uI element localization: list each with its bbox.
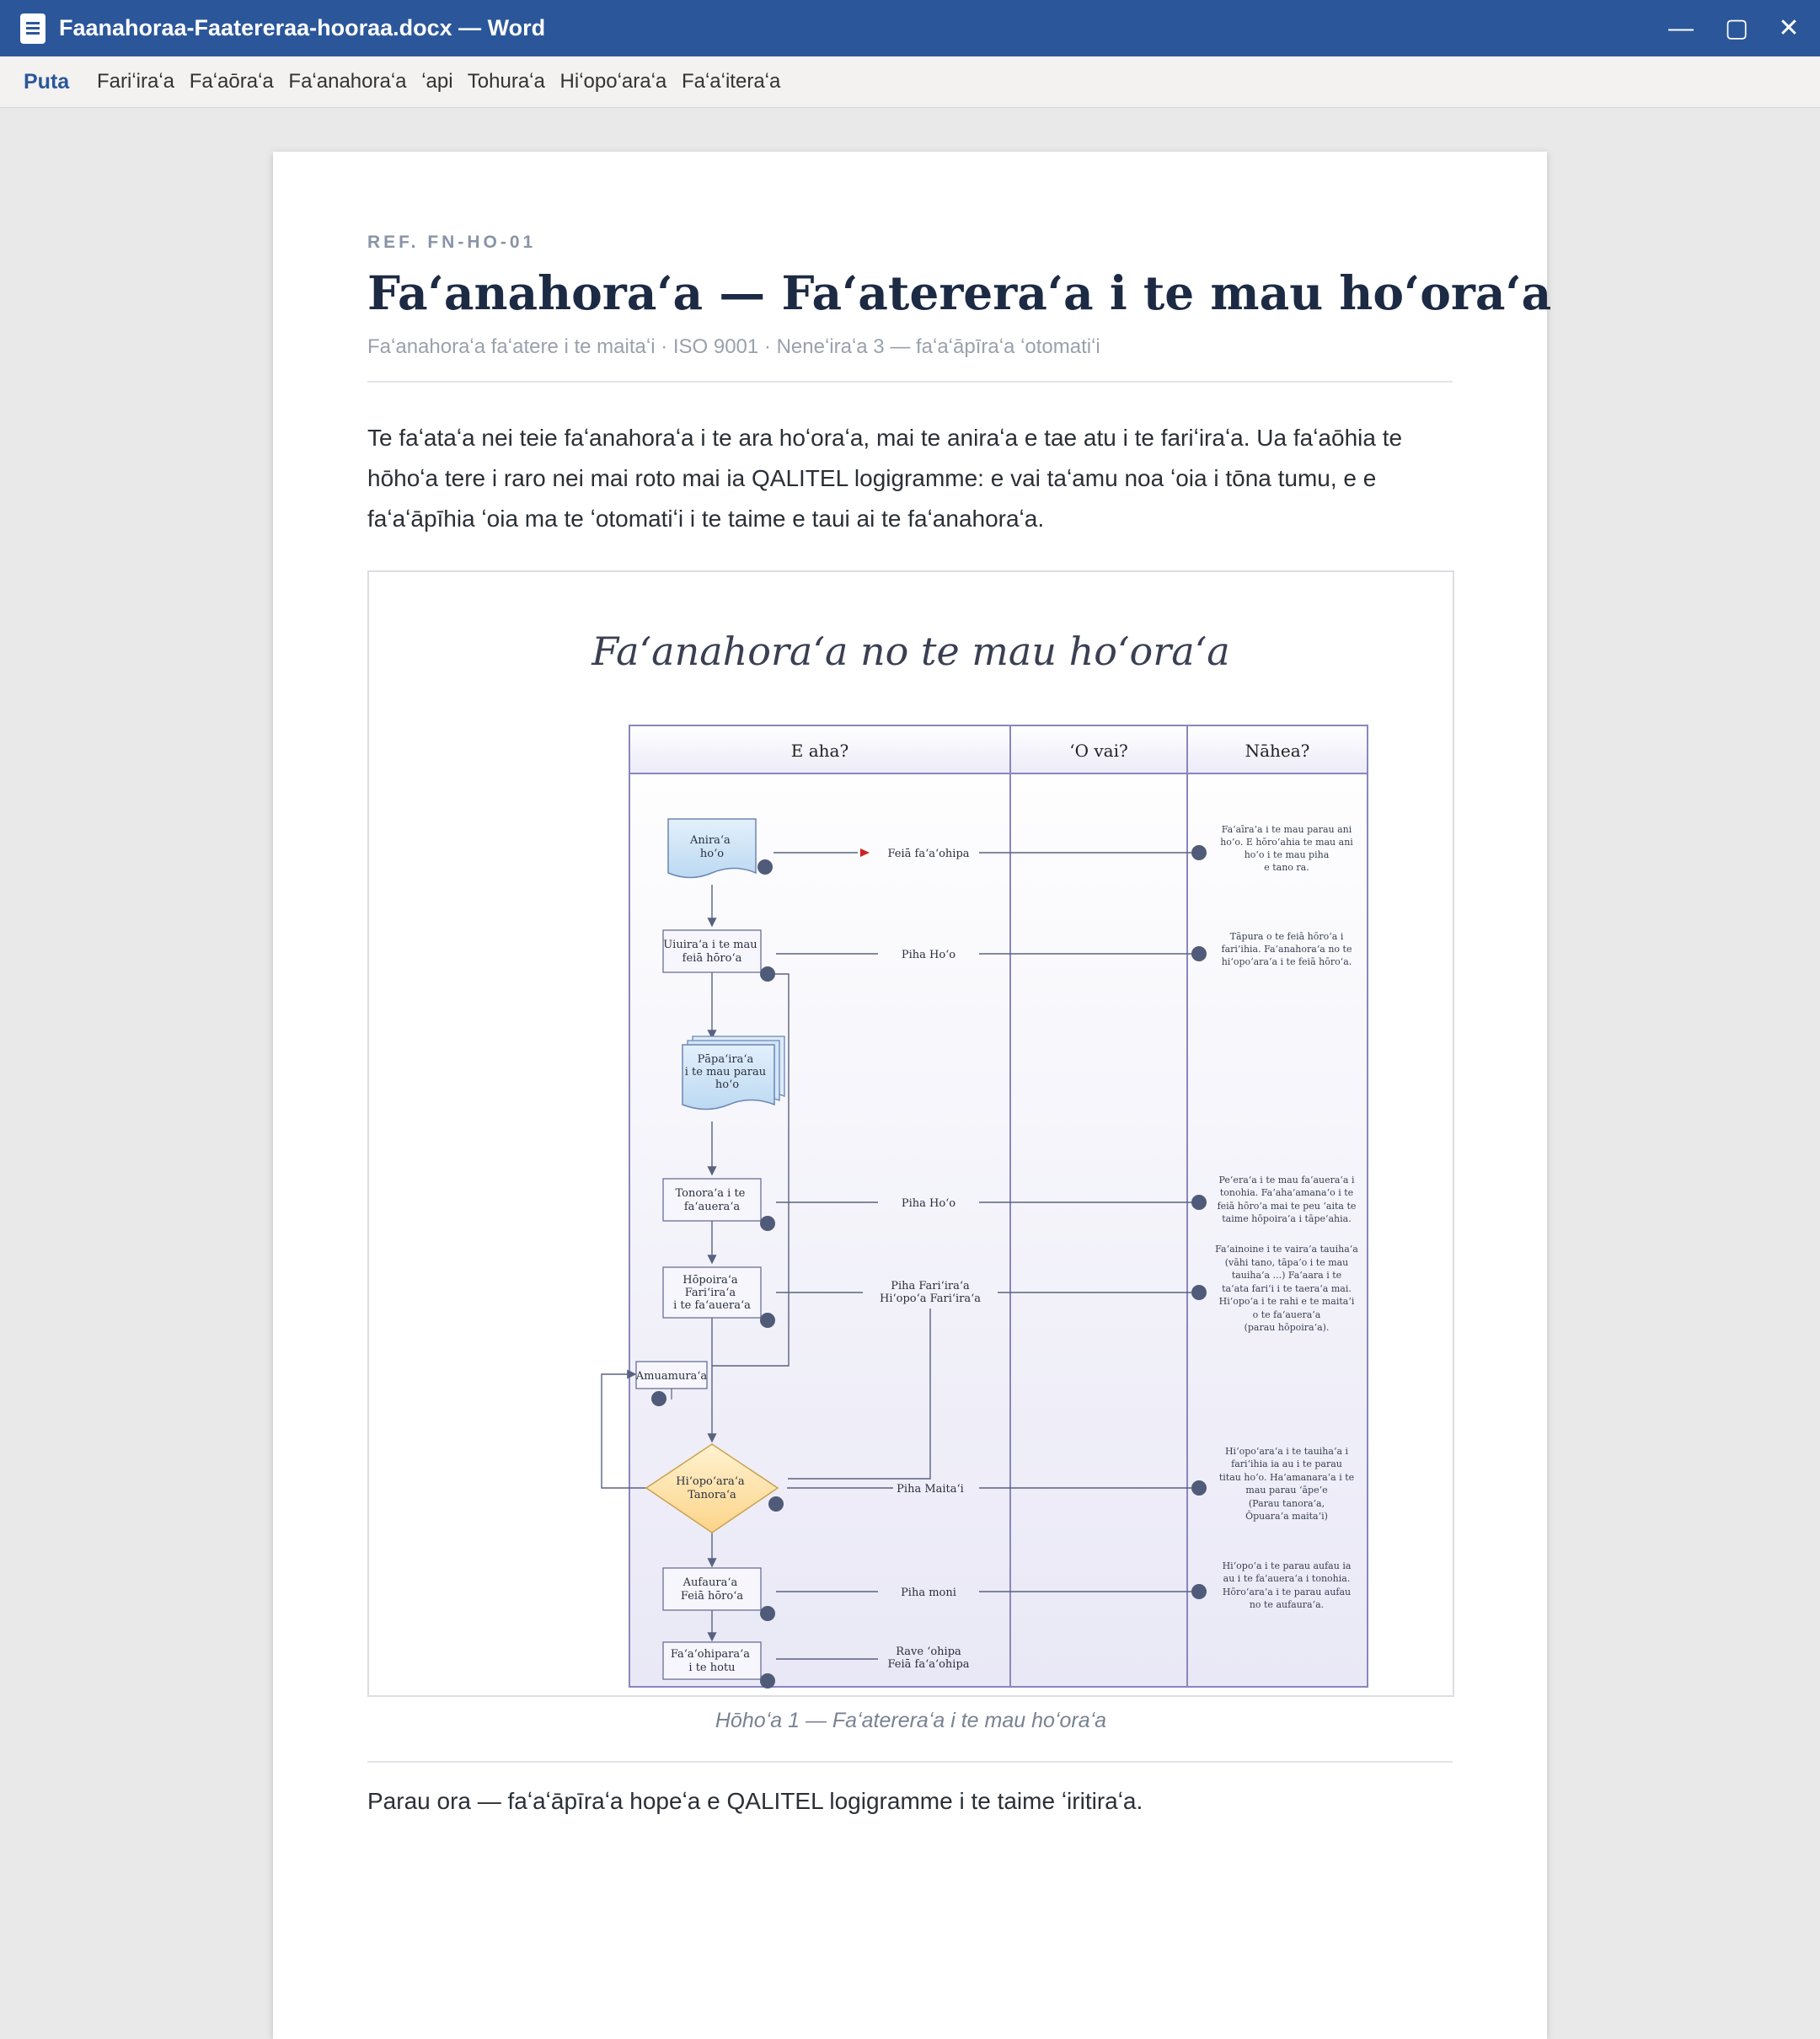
who-label: Piha Fariʻiraʻa Hiʻopoʻa Fariʻiraʻa xyxy=(879,1280,982,1305)
column-header-what: E aha? xyxy=(790,741,849,761)
how-note: Hiʻopoʻa i te parau aufau ia au i te faʻaueraʻa i tonohia. Hōroʻaraʻa i te parau aufau no te aufauraʻa. xyxy=(1222,1560,1352,1610)
intro-paragraph: Te faʻataʻa nei teie faʻanahoraʻa i te ara hoʻoraʻa, mai te aniraʻa e tae atu i te fariʻiraʻa. Ua faʻaōhia te hōhoʻa tere i raro nei mai roto mai ia QALITEL logigramme: e vai taʻamu noa ʻoia i tōna tumu, e e faʻaʻāpīhia ʻoia ma te ʻotomatiʻi i te taime e taui ai te faʻanahoraʻa. xyxy=(367,425,1403,532)
who-label: Piha moni xyxy=(901,1587,956,1599)
title-bar xyxy=(0,0,1820,56)
document-reference: REF. FN-HO-01 xyxy=(367,233,537,252)
menu-item-layout[interactable]: Faʻanahoraʻa xyxy=(288,70,407,93)
step-supplier-review[interactable] xyxy=(663,930,761,972)
menu-item-review[interactable]: Hiʻopoʻaraʻa xyxy=(559,70,667,93)
divider xyxy=(367,1761,1453,1763)
who-label: Piha Hoʻo xyxy=(901,1197,956,1210)
menu-bar xyxy=(0,56,1820,108)
step-supplier-payment[interactable] xyxy=(663,1568,761,1610)
flowchart-title: Faʻanahoraʻa no te mau hoʻoraʻa xyxy=(592,629,1230,674)
how-note: Faʻaīraʻa i te mau parau ani hoʻo. E hōroʻahia te mau ani hoʻo i te mau piha e tano ra. xyxy=(1220,824,1353,873)
menu-item-design[interactable]: Faʻaōraʻa xyxy=(189,70,274,93)
who-label: Piha Maitaʻi xyxy=(897,1483,964,1496)
menu-items xyxy=(97,56,790,107)
step-label: Pāpaʻiraʻa i te mau parau hoʻo xyxy=(684,1053,767,1091)
document-page[interactable] xyxy=(273,152,1552,2039)
how-note: Peʻeraʻa i te mau faʻaueraʻa i tonohia. Faʻahaʻamanaʻo i te feiā hōroʻa mai te peu ʻaita te taime hōpoiraʻa i tāpeʻahia. xyxy=(1217,1175,1357,1224)
how-note: Hiʻopoʻaraʻa i te tauihaʻa i fariʻihia ia au i te parau titau hoʻo. Haʻamanaraʻa i te mau parau ʻāpeʻe (Parau tanoraʻa, Ōpuaraʻa maitaʻi) xyxy=(1218,1446,1355,1522)
document-subtitle: Faʻanahoraʻa faʻatere i te maitaʻi · ISO 9001 · Neneʻiraʻa 3 — faʻaʻāpīraʻa ʻotomatiʻi xyxy=(367,335,1100,358)
who-label: Piha Hoʻo xyxy=(901,949,956,961)
step-label: Tonoraʻa i te faʻaueraʻa xyxy=(675,1187,746,1213)
step-label: Aufauraʻa Feiā hōroʻa xyxy=(680,1576,744,1603)
step-label: Uiuiraʻa i te mau feiā hōroʻa xyxy=(663,939,757,965)
figure-caption: Hōhoʻa 1 — Faʻatereraʻa i te mau hoʻoraʻa xyxy=(715,1709,1107,1732)
footer-note: Parau ora — faʻaʻāpīraʻa hopeʻa e QALITEL logigramme i te taime ʻiritiraʻa. xyxy=(367,1788,1143,1814)
menu-item-insert[interactable]: Fariʻiraʻa xyxy=(97,70,175,93)
step-label: Hōpoiraʻa Fariʻiraʻa i te faʻaueraʻa xyxy=(673,1274,751,1312)
word-document-icon xyxy=(20,13,46,44)
document-title: Faʻanahoraʻa — Faʻatereraʻa i te mau hoʻoraʻa xyxy=(367,265,1552,320)
menu-item-mailings[interactable]: Tohuraʻa xyxy=(467,70,545,93)
close-button[interactable]: ✕ xyxy=(1778,14,1800,42)
divider xyxy=(367,381,1453,383)
embedded-flowchart-figure[interactable] xyxy=(367,570,1454,1697)
menu-file[interactable]: Puta xyxy=(24,70,70,94)
flowchart-canvas xyxy=(369,572,1453,1695)
minimize-button[interactable]: — xyxy=(1668,14,1694,42)
column-header-how: Nāhea? xyxy=(1245,741,1310,761)
column-header-who: ʻO vai? xyxy=(1069,741,1128,761)
menu-item-references[interactable]: ʻapi xyxy=(421,70,453,93)
how-note: Tāpura o te feiā hōroʻa i fariʻihia. Faʻanahoraʻa no te hiʻopoʻaraʻa i te feiā hōroʻa. xyxy=(1221,931,1352,967)
step-label: Hiʻopoʻaraʻa Tanoraʻa xyxy=(676,1475,745,1501)
step-label: Aniraʻa hoʻo xyxy=(690,834,731,860)
how-note: Faʻainoine i te vairaʻa tauihaʻa (vāhi tano, tāpaʻo i te mau tauihaʻa ...) Faʻaara i te taʻata fariʻi i te taeraʻa mai. Hiʻopoʻa i te rahi e te maitaʻi o te faʻaueraʻa (parau hōpoiraʻa). xyxy=(1215,1244,1358,1333)
maximize-button[interactable]: ▢ xyxy=(1724,14,1749,42)
window-title: Faanahoraa-Faatereraa-hooraa.docx — Word xyxy=(59,15,546,40)
menu-item-view[interactable]: Faʻaʻiteraʻa xyxy=(681,70,781,93)
who-label: Feiā faʻaʻohipa xyxy=(887,848,970,860)
step-label: Faʻaʻohiparaʻa i te hotu xyxy=(670,1648,751,1674)
who-label: Rave ʻohipa Feiā faʻaʻohipa xyxy=(887,1646,970,1671)
step-send-order[interactable] xyxy=(663,1179,761,1221)
step-label: Amuamuraʻa xyxy=(635,1370,708,1383)
